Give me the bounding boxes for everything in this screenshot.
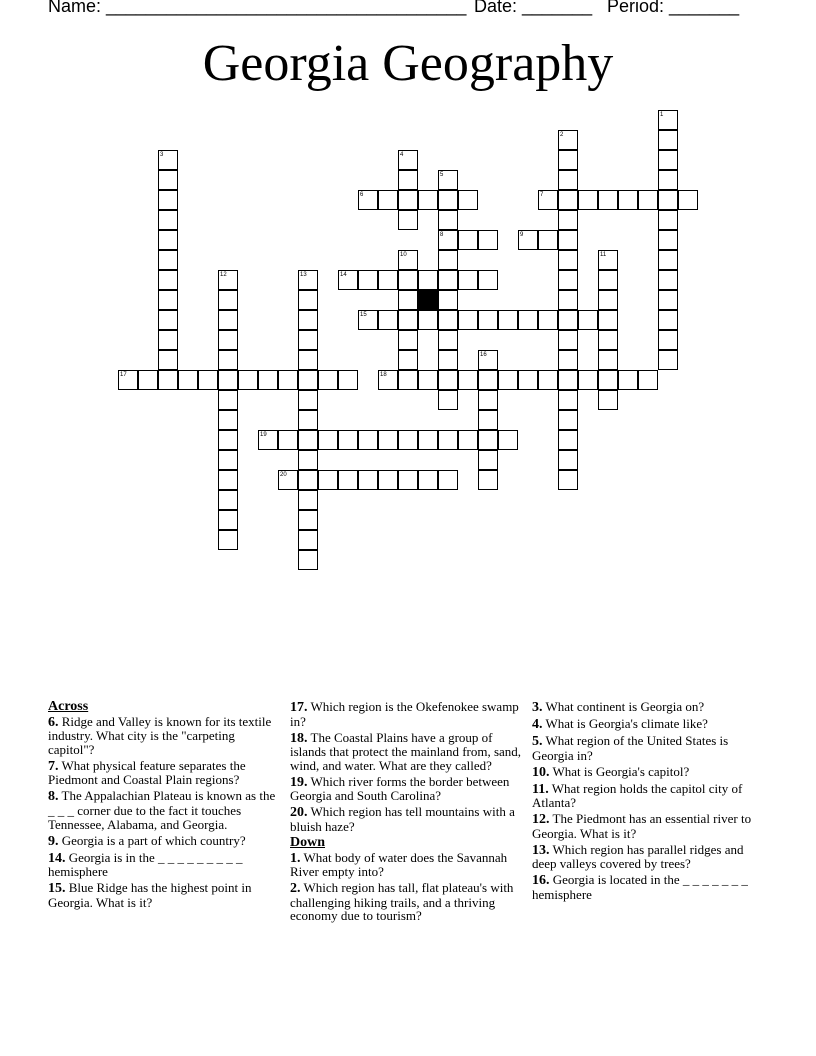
grid-cell[interactable] xyxy=(438,310,458,330)
grid-cell[interactable] xyxy=(558,210,578,230)
grid-cell[interactable] xyxy=(298,490,318,510)
grid-cell[interactable] xyxy=(218,350,238,370)
clue-text: What physical feature separates the Piedmont and Coastal Plain regions? xyxy=(48,757,246,788)
clue-number: 18. xyxy=(290,730,308,746)
clue-text: Which region has parallel ridges and deep valleys covered by trees? xyxy=(532,841,744,872)
grid-cell[interactable] xyxy=(478,310,498,330)
clue-text: Which river forms the border between Georgia and South Carolina? xyxy=(290,773,510,804)
grid-cell[interactable] xyxy=(558,270,578,290)
grid-cell[interactable] xyxy=(418,270,438,290)
grid-cell[interactable] xyxy=(398,190,418,210)
name-field[interactable]: Name: ____________________________________ xyxy=(48,0,467,16)
grid-cell[interactable] xyxy=(218,530,238,550)
clue-down-1 xyxy=(290,851,526,879)
clue-across-9 xyxy=(48,834,284,849)
clue-text: Georgia is located in the _ _ _ _ _ _ _ hemisphere xyxy=(532,872,748,902)
grid-cell[interactable] xyxy=(158,170,178,190)
grid-cell[interactable] xyxy=(538,310,558,330)
clue-across-14 xyxy=(48,851,284,879)
grid-cell[interactable] xyxy=(298,330,318,350)
grid-cell[interactable] xyxy=(178,370,198,390)
grid-cell[interactable] xyxy=(158,230,178,250)
clue-number: 20. xyxy=(290,805,308,821)
clue-number: 2. xyxy=(290,881,301,897)
grid-cell[interactable] xyxy=(658,170,678,190)
grid-cell[interactable] xyxy=(218,410,238,430)
grid-cell[interactable] xyxy=(298,530,318,550)
grid-cell[interactable] xyxy=(398,330,418,350)
clue-number: 4. xyxy=(532,716,543,732)
grid-cell[interactable] xyxy=(598,290,618,310)
clue-text: What region of the United States is Georgia in? xyxy=(532,732,729,763)
grid-cell[interactable] xyxy=(478,470,498,490)
grid-cell[interactable] xyxy=(558,290,578,310)
grid-number: 1 xyxy=(660,112,664,118)
clue-number: 8. xyxy=(48,789,59,805)
grid-number: 9 xyxy=(520,232,524,238)
grid-cell[interactable] xyxy=(398,170,418,190)
grid-cell[interactable] xyxy=(398,370,418,390)
grid-cell[interactable] xyxy=(478,230,498,250)
clue-number: 7. xyxy=(48,758,59,774)
clue-number: 15. xyxy=(48,881,66,897)
grid-cell[interactable] xyxy=(278,430,298,450)
grid-cell[interactable] xyxy=(398,270,418,290)
grid-cell[interactable] xyxy=(218,330,238,350)
grid-cell[interactable] xyxy=(218,290,238,310)
clue-across-18 xyxy=(290,731,526,773)
grid-cell[interactable] xyxy=(298,350,318,370)
clue-number: 17. xyxy=(290,700,308,715)
grid-cell[interactable] xyxy=(318,470,338,490)
grid-cell[interactable] xyxy=(158,190,178,210)
grid-number: 13 xyxy=(300,272,307,278)
clues-column-3 xyxy=(532,700,768,904)
clue-down-16 xyxy=(532,873,768,901)
clue-text: Georgia is in the _ _ _ _ _ _ _ _ _ hemisphere xyxy=(48,849,243,880)
clue-across-6 xyxy=(48,715,284,757)
grid-cell[interactable] xyxy=(478,410,498,430)
clue-down-11 xyxy=(532,782,768,810)
grid-cell[interactable] xyxy=(418,430,438,450)
grid-cell[interactable] xyxy=(498,310,518,330)
grid-cell[interactable] xyxy=(218,430,238,450)
grid-cell[interactable] xyxy=(398,470,418,490)
grid-cell[interactable] xyxy=(618,190,638,210)
grid-cell[interactable] xyxy=(578,310,598,330)
grid-cell[interactable] xyxy=(558,170,578,190)
clue-number: 10. xyxy=(532,764,550,780)
grid-cell[interactable] xyxy=(398,430,418,450)
clue-down-4 xyxy=(532,717,768,732)
grid-number: 6 xyxy=(360,192,364,198)
grid-cell[interactable] xyxy=(158,350,178,370)
clue-text: Ridge and Valley is known for its textile industry. What city is the "carpeting capitol"? xyxy=(48,713,272,757)
grid-cell[interactable] xyxy=(638,190,658,210)
clue-number: 19. xyxy=(290,774,308,790)
grid-cell[interactable] xyxy=(598,330,618,350)
grid-cell[interactable] xyxy=(658,190,678,210)
grid-cell[interactable] xyxy=(378,190,398,210)
clue-text: The Piedmont has an essential river to Georgia. What is it? xyxy=(532,811,752,841)
clue-text: What region holds the capitol city of Atlanta? xyxy=(532,780,743,811)
clue-across-15 xyxy=(48,881,284,909)
grid-cell[interactable] xyxy=(558,310,578,330)
clue-across-19 xyxy=(290,775,526,803)
clue-down-3 xyxy=(532,700,768,715)
date-field[interactable]: Date: _______ xyxy=(474,0,593,16)
grid-cell[interactable] xyxy=(518,370,538,390)
grid-cell[interactable] xyxy=(378,270,398,290)
grid-cell[interactable] xyxy=(438,290,458,310)
grid-block xyxy=(418,290,438,310)
clue-text: What body of water does the Savannah River empty into? xyxy=(290,849,508,880)
grid-cell[interactable] xyxy=(658,210,678,230)
grid-cell[interactable] xyxy=(398,350,418,370)
grid-cell[interactable] xyxy=(418,370,438,390)
grid-cell[interactable] xyxy=(438,210,458,230)
grid-cell[interactable] xyxy=(298,550,318,570)
grid-cell[interactable] xyxy=(658,130,678,150)
clue-down-5 xyxy=(532,734,768,762)
grid-cell[interactable] xyxy=(318,370,338,390)
grid-cell[interactable] xyxy=(438,390,458,410)
grid-cell[interactable] xyxy=(578,370,598,390)
grid-number: 18 xyxy=(380,372,387,378)
grid-cell[interactable] xyxy=(618,370,638,390)
grid-cell[interactable] xyxy=(478,430,498,450)
clue-down-12 xyxy=(532,812,768,840)
grid-cell[interactable] xyxy=(558,450,578,470)
down-heading: Down xyxy=(290,834,326,850)
grid-cell[interactable] xyxy=(438,190,458,210)
clues-column-1 xyxy=(48,700,284,912)
grid-number: 3 xyxy=(160,152,164,158)
grid-cell[interactable] xyxy=(378,310,398,330)
grid-cell[interactable] xyxy=(298,510,318,530)
grid-cell[interactable] xyxy=(438,330,458,350)
grid-cell[interactable] xyxy=(438,470,458,490)
grid-cell[interactable] xyxy=(238,370,258,390)
grid-cell[interactable] xyxy=(298,450,318,470)
grid-number: 11 xyxy=(600,252,607,258)
clue-across-20 xyxy=(290,805,526,833)
grid-cell[interactable] xyxy=(298,430,318,450)
grid-cell[interactable] xyxy=(298,370,318,390)
grid-cell[interactable] xyxy=(358,470,378,490)
grid-cell[interactable] xyxy=(658,250,678,270)
clue-number: 5. xyxy=(532,733,543,749)
grid-cell[interactable] xyxy=(158,290,178,310)
clue-text: What is Georgia's capitol? xyxy=(552,763,690,779)
grid-cell[interactable] xyxy=(658,330,678,350)
clues-column-2 xyxy=(290,700,526,925)
grid-cell[interactable] xyxy=(358,430,378,450)
grid-cell[interactable] xyxy=(158,310,178,330)
grid-cell[interactable] xyxy=(458,190,478,210)
grid-cell[interactable] xyxy=(658,310,678,330)
grid-number: 17 xyxy=(120,372,127,378)
grid-cell[interactable] xyxy=(498,370,518,390)
clue-across-7 xyxy=(48,759,284,787)
grid-cell[interactable] xyxy=(298,390,318,410)
clue-down-10 xyxy=(532,765,768,780)
grid-number: 16 xyxy=(480,352,487,358)
grid-cell[interactable] xyxy=(598,390,618,410)
grid-cell[interactable] xyxy=(398,290,418,310)
grid-number: 7 xyxy=(540,192,544,198)
grid-cell[interactable] xyxy=(258,370,278,390)
across-heading: Across xyxy=(48,699,89,714)
clue-number: 1. xyxy=(290,850,301,866)
grid-cell[interactable] xyxy=(298,290,318,310)
grid-cell[interactable] xyxy=(298,310,318,330)
grid-number: 19 xyxy=(260,432,267,438)
clue-text: What continent is Georgia on? xyxy=(545,699,705,714)
grid-cell[interactable] xyxy=(158,270,178,290)
grid-cell[interactable] xyxy=(478,450,498,470)
grid-cell[interactable] xyxy=(458,230,478,250)
grid-cell[interactable] xyxy=(418,190,438,210)
grid-number: 14 xyxy=(340,272,347,278)
clue-across-8 xyxy=(48,789,284,831)
grid-number: 4 xyxy=(400,152,404,158)
grid-cell[interactable] xyxy=(158,370,178,390)
grid-cell[interactable] xyxy=(218,470,238,490)
grid-cell[interactable] xyxy=(398,210,418,230)
grid-cell[interactable] xyxy=(658,350,678,370)
grid-cell[interactable] xyxy=(418,310,438,330)
grid-cell[interactable] xyxy=(218,390,238,410)
grid-cell[interactable] xyxy=(298,470,318,490)
grid-cell[interactable] xyxy=(598,370,618,390)
grid-cell[interactable] xyxy=(558,350,578,370)
grid-cell[interactable] xyxy=(358,270,378,290)
grid-cell[interactable] xyxy=(578,190,598,210)
grid-cell[interactable] xyxy=(338,470,358,490)
grid-cell[interactable] xyxy=(158,250,178,270)
grid-cell[interactable] xyxy=(458,270,478,290)
grid-cell[interactable] xyxy=(438,250,458,270)
grid-cell[interactable] xyxy=(598,270,618,290)
grid-cell[interactable] xyxy=(558,370,578,390)
grid-cell[interactable] xyxy=(158,330,178,350)
clue-number: 11. xyxy=(532,781,549,797)
grid-cell[interactable] xyxy=(338,370,358,390)
grid-cell[interactable] xyxy=(558,250,578,270)
grid-cell[interactable] xyxy=(478,370,498,390)
grid-cell[interactable] xyxy=(198,370,218,390)
grid-cell[interactable] xyxy=(558,230,578,250)
grid-cell[interactable] xyxy=(438,430,458,450)
grid-cell[interactable] xyxy=(278,370,298,390)
grid-cell[interactable] xyxy=(558,330,578,350)
grid-cell[interactable] xyxy=(598,310,618,330)
page-title: Georgia Geography xyxy=(202,35,614,92)
grid-cell[interactable] xyxy=(378,430,398,450)
clue-text: What is Georgia's climate like? xyxy=(545,715,708,731)
grid-number: 12 xyxy=(220,272,227,278)
grid-number: 2 xyxy=(560,132,564,138)
grid-cell[interactable] xyxy=(638,370,658,390)
grid-cell[interactable] xyxy=(658,290,678,310)
grid-cell[interactable] xyxy=(478,270,498,290)
clue-number: 12. xyxy=(532,812,550,828)
clue-down-2 xyxy=(290,881,526,923)
grid-cell[interactable] xyxy=(318,430,338,450)
grid-cell[interactable] xyxy=(558,390,578,410)
clue-text: Blue Ridge has the highest point in Georgia. What is it? xyxy=(48,880,252,910)
clue-text: Which region is the Okefenokee swamp in? xyxy=(290,699,519,729)
clue-text: Which region has tell mountains with a bluish haze? xyxy=(290,804,515,834)
grid-cell[interactable] xyxy=(658,270,678,290)
clue-down-13 xyxy=(532,843,768,871)
grid-cell[interactable] xyxy=(538,370,558,390)
grid-cell[interactable] xyxy=(418,470,438,490)
grid-cell[interactable] xyxy=(218,510,238,530)
grid-cell[interactable] xyxy=(558,470,578,490)
grid-cell[interactable] xyxy=(558,190,578,210)
clue-number: 6. xyxy=(48,714,59,730)
clue-number: 14. xyxy=(48,850,66,866)
clue-number: 13. xyxy=(532,842,550,858)
grid-cell[interactable] xyxy=(678,190,698,210)
grid-cell[interactable] xyxy=(458,310,478,330)
clue-across-17 xyxy=(290,700,526,728)
grid-cell[interactable] xyxy=(598,190,618,210)
grid-number: 20 xyxy=(280,472,287,478)
grid-cell[interactable] xyxy=(218,450,238,470)
grid-cell[interactable] xyxy=(558,410,578,430)
grid-cell[interactable] xyxy=(218,310,238,330)
grid-cell[interactable] xyxy=(438,370,458,390)
grid-cell[interactable] xyxy=(158,210,178,230)
grid-cell[interactable] xyxy=(558,430,578,450)
clue-text: Georgia is a part of which country? xyxy=(61,832,246,848)
grid-cell[interactable] xyxy=(658,230,678,250)
period-field[interactable]: Period: _______ xyxy=(607,0,740,16)
grid-cell[interactable] xyxy=(218,490,238,510)
grid-cell[interactable] xyxy=(338,430,358,450)
clue-text: The Coastal Plains have a group of islands that protect the mainland from, sand, wind, and water. What are they called? xyxy=(290,729,522,773)
grid-cell[interactable] xyxy=(138,370,158,390)
grid-number: 5 xyxy=(440,172,444,178)
grid-cell[interactable] xyxy=(478,390,498,410)
clue-number: 9. xyxy=(48,833,59,849)
grid-cell[interactable] xyxy=(558,150,578,170)
grid-cell[interactable] xyxy=(438,350,458,370)
clue-text: Which region has tall, flat plateau's with challenging hiking trails, and a thriving economy due to tourism? xyxy=(290,880,514,924)
grid-cell[interactable] xyxy=(298,410,318,430)
grid-cell[interactable] xyxy=(458,430,478,450)
clue-number: 16. xyxy=(532,873,550,889)
grid-number: 15 xyxy=(360,312,367,318)
grid-cell[interactable] xyxy=(458,370,478,390)
grid-cell[interactable] xyxy=(218,370,238,390)
grid-cell[interactable] xyxy=(498,430,518,450)
grid-number: 10 xyxy=(400,252,407,258)
grid-number: 8 xyxy=(440,232,444,238)
grid-cell[interactable] xyxy=(598,350,618,370)
grid-cell[interactable] xyxy=(398,310,418,330)
grid-cell[interactable] xyxy=(518,310,538,330)
grid-cell[interactable] xyxy=(378,470,398,490)
grid-cell[interactable] xyxy=(438,270,458,290)
grid-cell[interactable] xyxy=(658,150,678,170)
clue-number: 3. xyxy=(532,700,543,715)
clue-text: The Appalachian Plateau is known as the _ _ _ corner due to the fact it touches Tennessee, Alabama, and Georgia. xyxy=(48,788,276,832)
grid-cell[interactable] xyxy=(538,230,558,250)
